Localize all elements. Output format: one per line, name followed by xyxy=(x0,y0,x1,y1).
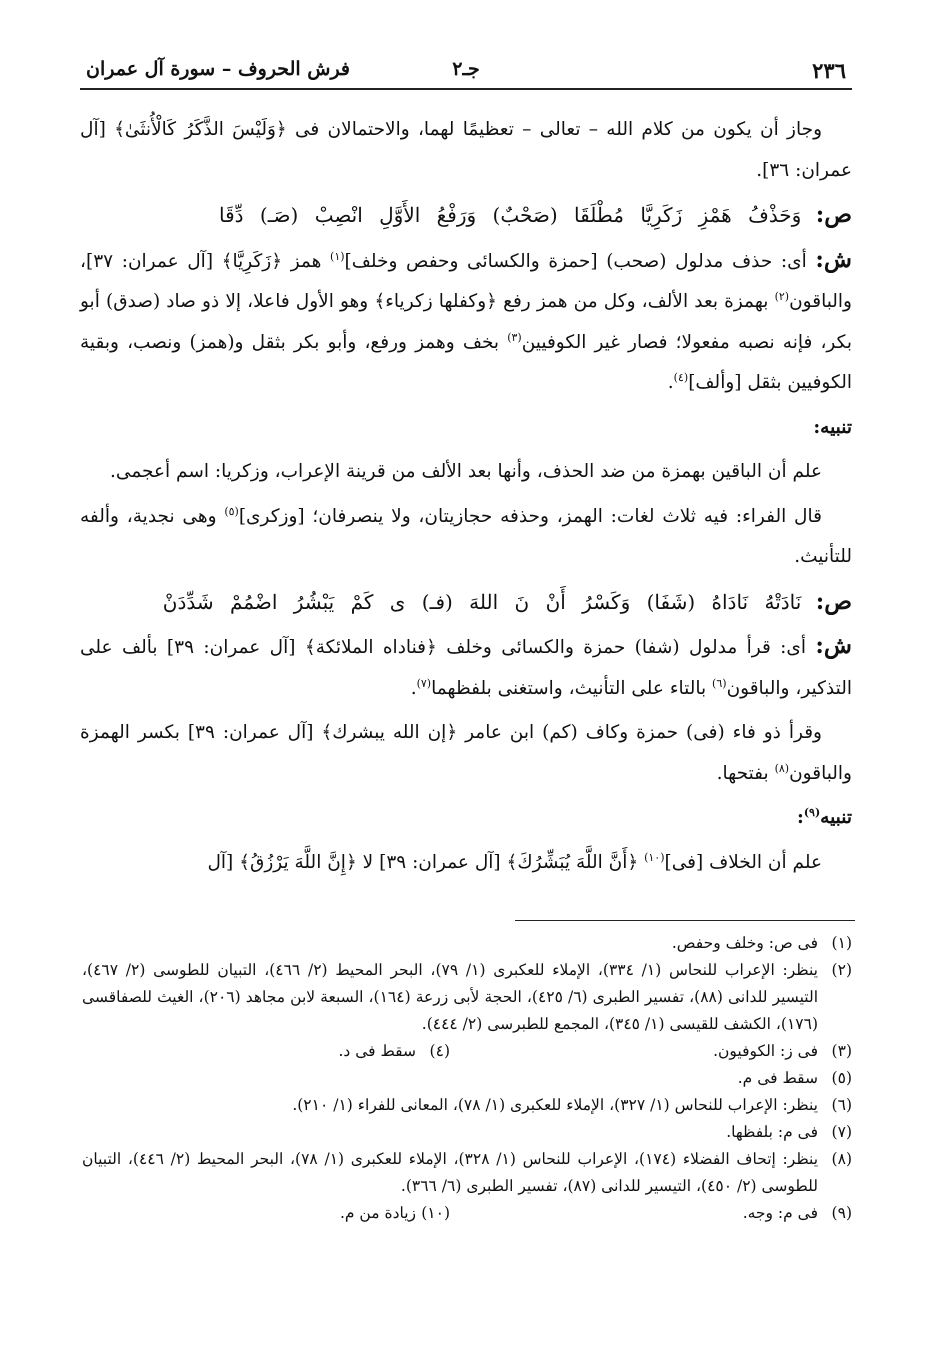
page-number: ٢٣٦ xyxy=(812,58,846,83)
footnote-ref-10[interactable]: (١٠) xyxy=(644,850,665,864)
commentary-text: بخف وهمز ورفع، وأبو بكر بثقل و(همز) ونصب، وبقية الكوفيين بثقل [وألف] xyxy=(80,331,852,393)
paragraph-reading xyxy=(80,713,852,794)
footnote-text: ينظر: إتحاف الفضلاء (١٧٤)، الإعراب للنحاس (١/ ٣٢٨)، الإملاء للعكبرى (١/ ٧٨)، البحر المحيط (٢/ ٤٤٦)، التبيان للطوسى (٢/ ٤٥٠)، التيسير للدانى (٨٧)، تفسير الطبرى (٦/ ٣٦٦). xyxy=(82,1150,819,1195)
commentary-text: أى: قرأ مدلول (شفا) حمزة والكسائى وخلف ﴿فناداه الملائكة﴾ [آل عمران: ٣٩] بألف على التذكير، والباقون xyxy=(80,637,852,699)
footnote-3-4 xyxy=(82,1038,852,1065)
footnote-8 xyxy=(82,1146,852,1200)
commentary-text: همز ﴿زَكَرِيَّا﴾ [آل عمران: ٣٧]، والباقون xyxy=(80,250,852,312)
verse-text: وَحَذْفُ هَمْزِ زَكَرِيَّا مُطْلَقَا (صَحْبٌ) وَرَفْعُ الأَوَّلِ انْصِبْ (صَـ) دِّقَا xyxy=(218,203,802,227)
commentary-text: بالتاء على التأنيث، واستغنى بلفظهما xyxy=(431,677,713,699)
verse-text: نَادَتْهُ نَادَاهُ (شَفَا) وَكَسْرُ أَنْ نَ اللهَ (فـ) ى كَمْ يَبْشُرُ اضْمُمْ شَدِّدَنْ xyxy=(162,589,802,614)
footnote-pair xyxy=(82,1038,818,1065)
footnote-number: (٨) xyxy=(831,1150,852,1168)
paragraph-text: ﴿أَنَّ اللَّهَ يُبَشِّرُكَ﴾ [آل عمران: ٣٩] لا ﴿إِنَّ اللَّهَ يَرْزُقُ﴾ [آل xyxy=(207,851,645,873)
footnote-number: (٢) xyxy=(831,961,852,979)
shin-commentary-2 xyxy=(80,626,852,709)
footnote-text: سقط فى د. xyxy=(338,1042,416,1060)
paragraph-text: وقرأ ذو فاء (فى) حمزة وكاف (كم) ابن عامر ﴿إن الله يبشرك﴾ [آل عمران: ٣٩] بكسر الهمزة والباقون xyxy=(80,722,852,784)
paragraph-last xyxy=(80,843,852,884)
footnote-number: (٩) xyxy=(831,1204,852,1222)
running-header xyxy=(80,58,852,90)
footnote-10 xyxy=(82,1200,450,1227)
commentary-text: بهمزة بعد الألف، وكل من همز رفع ﴿وكفلها زكرياء﴾ وهو الأول فاعلا، إلا ذو صاد (صدق) أبو بكر، فإنه نصبه مفعولا؛ فصار غير الكوفيين xyxy=(80,291,852,353)
footnote-7 xyxy=(82,1119,852,1146)
footnote-text: ينظر: الإعراب للنحاس (١/ ٣٢٧)، الإملاء للعكبرى (١/ ٧٨)، المعانى للفراء (١/ ٢١٠). xyxy=(292,1096,818,1114)
footnote-ref-8[interactable]: (٨) xyxy=(774,761,790,775)
footnote-ref-4[interactable]: (٤) xyxy=(673,370,689,384)
heading-text: تنبيه xyxy=(820,807,852,828)
footnotes-section xyxy=(82,930,852,1227)
footnote-number: (٧) xyxy=(831,1123,852,1141)
footnote-pair xyxy=(82,1200,818,1227)
footnote-number: (٥) xyxy=(831,1069,852,1087)
footnote-text: فى م: وجه. xyxy=(742,1204,818,1222)
footnote-ref-9[interactable]: (٩) xyxy=(803,805,821,819)
heading-colon: : xyxy=(796,807,804,828)
footnote-2 xyxy=(82,957,852,1038)
shin-marker: ش: xyxy=(815,632,852,659)
footnote-1 xyxy=(82,930,852,957)
note-heading-2 xyxy=(80,798,852,839)
section-title: فرش الحروف – سورة آل عمران xyxy=(86,58,351,80)
footnote-number: (٦) xyxy=(831,1096,852,1114)
sad-verse-1 xyxy=(80,195,852,236)
footnote-6 xyxy=(82,1092,852,1119)
footnote-ref-2[interactable]: (٢) xyxy=(774,289,790,303)
footnote-number: (١٠) xyxy=(421,1204,450,1222)
commentary-text: . xyxy=(667,372,674,393)
paragraph-text: علم أن الخلاف [فى] xyxy=(664,851,822,873)
footnote-ref-6[interactable]: (٦) xyxy=(712,676,727,690)
sad-verse-2 xyxy=(80,582,852,623)
volume-label: جـ٢ xyxy=(452,58,480,80)
footnote-ref-3[interactable]: (٣) xyxy=(507,330,522,344)
paragraph-text: وهى نجدية، وألفه للتأنيث. xyxy=(80,505,852,567)
footnote-5 xyxy=(82,1065,852,1092)
footnote-text: فى م: بلفظها. xyxy=(726,1123,818,1141)
footnote-text: فى ز: الكوفيون. xyxy=(713,1042,818,1060)
footnote-4 xyxy=(82,1038,450,1065)
shin-marker: ش: xyxy=(815,245,852,273)
footnote-number: (٤) xyxy=(429,1042,450,1060)
paragraph-intro: وجاز أن يكون من كلام الله – تعالى – تعظيمًا لهما، والاحتمالان فى ﴿وَلَيْسَ الذَّكَرُ كَالْأُنثَىٰ﴾ [آل عمران: ٣٦]. xyxy=(80,119,852,181)
footnote-number: (١) xyxy=(831,934,852,952)
footnote-text: زيادة من م. xyxy=(339,1204,416,1222)
footnote-number: (٣) xyxy=(831,1042,852,1060)
footnote-text: ينظر: الإعراب للنحاس (١/ ٣٣٤)، الإملاء للعكبرى (١/ ٧٩)، البحر المحيط (٢/ ٤٦٦)، التبيان للطوسى (٢/ ٤٦٧)، التيسير للدانى (٨٨)، تفسير الطبرى (٦/ ٤٢٥)، الحجة لأبى زرعة (١٦٤)، السبعة لابن مجاهد (٢٠٦)، الغيث للصفاقسى (١٧٦)، الكشف للقيسى (١/ ٣٤٥)، المجمع للطبرسى (٢/ ٤٤٤). xyxy=(82,961,819,1033)
main-text xyxy=(80,110,852,887)
commentary-text: أى: حذف مدلول (صحب) [حمزة والكسائى وحفص وخلف] xyxy=(344,250,807,272)
footnote-text: فى ص: وخلف وحفص. xyxy=(671,934,818,952)
sad-marker: ص: xyxy=(815,201,852,228)
paragraph-text: قال الفراء: فيه ثلاث لغات: الهمز، وحذفه حجازيتان، ولا ينصرفان؛ [وزكرى] xyxy=(238,505,822,527)
footnote-text: سقط فى م. xyxy=(737,1069,818,1087)
shin-commentary-1 xyxy=(80,240,852,404)
sad-marker: ص: xyxy=(815,587,852,615)
footnote-ref-7[interactable]: (٧) xyxy=(416,676,432,690)
commentary-text: . xyxy=(410,677,417,699)
note-heading-1: تنبيه: xyxy=(813,416,852,438)
paragraph-note-1: علم أن الباقين بهمزة من ضد الحذف، وأنها بعد الألف من قرينة الإعراب، وزكريا: اسم أعجمى. xyxy=(110,461,822,482)
footnote-ref-1[interactable]: (١) xyxy=(330,249,345,263)
footnote-divider xyxy=(515,920,855,921)
footnote-9-10 xyxy=(82,1200,852,1227)
paragraph-farra xyxy=(80,497,852,578)
paragraph-text: بفتحها. xyxy=(716,762,775,784)
footnote-ref-5[interactable]: (٥) xyxy=(224,504,239,518)
